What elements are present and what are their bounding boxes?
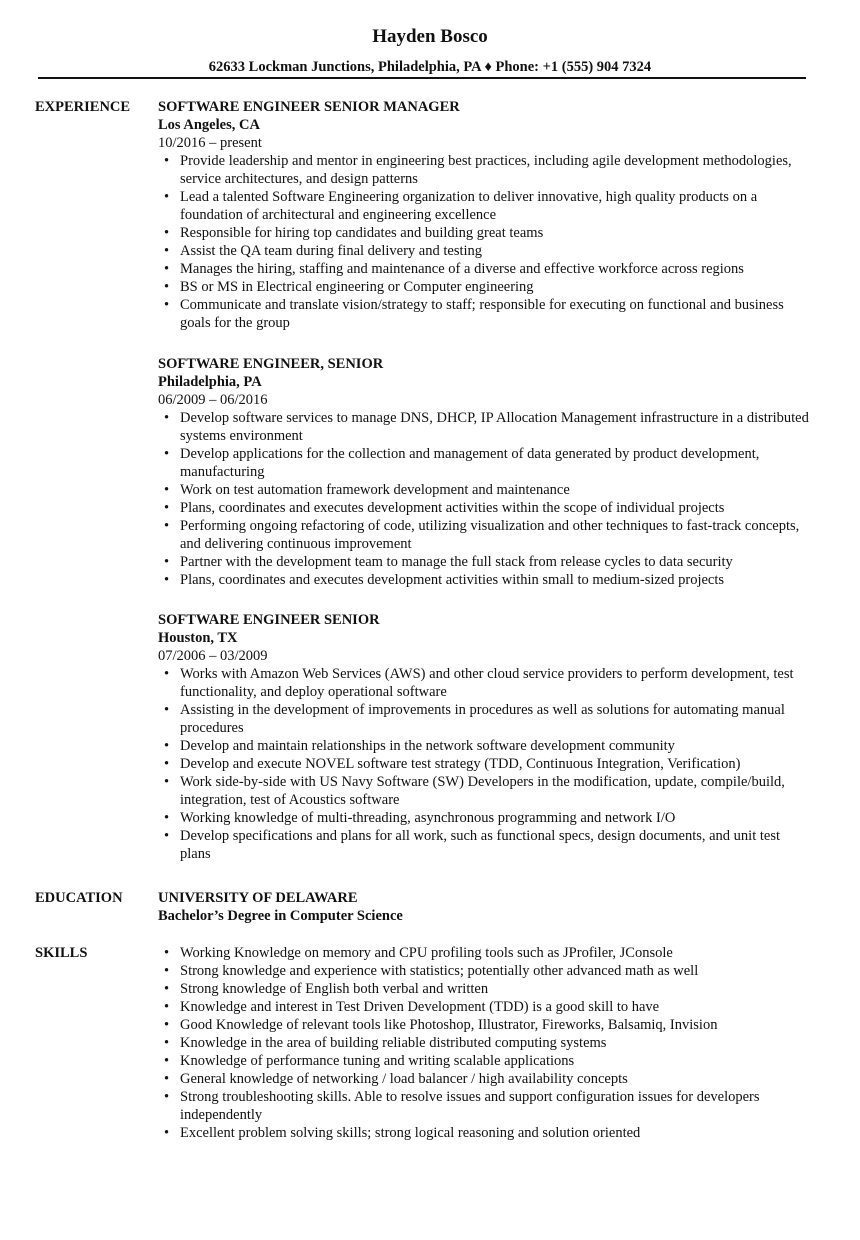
list-item: • Strong knowledge and experience with statistics; potentially other advanced math as well <box>158 962 813 980</box>
list-item: • Develop and maintain relationships in the network software development community <box>158 737 813 755</box>
list-item: • Working Knowledge on memory and CPU profiling tools such as JProfiler, JConsole <box>158 944 813 962</box>
degree: Bachelor’s Degree in Computer Science <box>158 908 403 924</box>
list-item: • Performing ongoing refactoring of code, utilizing visualization and other techniques to fast-track concepts, and delivering continuous improvement <box>158 517 813 553</box>
school-name: UNIVERSITY OF DELAWARE <box>158 890 358 906</box>
job-title: SOFTWARE ENGINEER SENIOR MANAGER <box>158 99 460 115</box>
list-item: • Good Knowledge of relevant tools like Photoshop, Illustrator, Fireworks, Balsamiq, Invision <box>158 1016 813 1034</box>
job-bullets <box>158 152 813 332</box>
job-location: Philadelphia, PA <box>158 374 262 390</box>
list-item: • Lead a talented Software Engineering organization to deliver innovative, high quality products on a foundation of architectural and engineering excellence <box>158 188 813 224</box>
list-item: • Plans, coordinates and executes development activities within small to medium-sized projects <box>158 571 813 589</box>
list-item: • Excellent problem solving skills; strong logical reasoning and solution oriented <box>158 1124 813 1142</box>
skills-list <box>158 944 813 1142</box>
list-item: • Knowledge of performance tuning and writing scalable applications <box>158 1052 813 1070</box>
list-item: • Provide leadership and mentor in engineering best practices, including agile development methodologies, service architectures, and design patterns <box>158 152 813 188</box>
job-2 <box>158 355 813 589</box>
header-divider <box>38 77 806 79</box>
contact-line: 62633 Lockman Junctions, Philadelphia, PA ♦ Phone: +1 (555) 904 7324 <box>208 59 652 75</box>
list-item: • Work on test automation framework development and maintenance <box>158 481 813 499</box>
list-item: • Develop and execute NOVEL software test strategy (TDD, Continuous Integration, Verification) <box>158 755 813 773</box>
candidate-name: Hayden Bosco <box>372 26 488 47</box>
job-bullets <box>158 665 813 863</box>
list-item: • Develop specifications and plans for all work, such as functional specs, design documents, and unit test plans <box>158 827 813 863</box>
list-item: • Develop applications for the collection and management of data generated by product development, manufacturing <box>158 445 813 481</box>
education-label: EDUCATION <box>35 890 123 906</box>
job-location: Houston, TX <box>158 630 238 646</box>
education-block <box>158 889 813 925</box>
list-item: • Responsible for hiring top candidates and building great teams <box>158 224 813 242</box>
job-3 <box>158 611 813 863</box>
job-dates: 10/2016 – present <box>158 135 262 151</box>
list-item: • General knowledge of networking / load balancer / high availability concepts <box>158 1070 813 1088</box>
list-item: • Partner with the development team to manage the full stack from release cycles to data security <box>158 553 813 571</box>
list-item: • Develop software services to manage DNS, DHCP, IP Allocation Management infrastructure in a distributed systems environment <box>158 409 813 445</box>
list-item: • Works with Amazon Web Services (AWS) and other cloud service providers to perform development, test functionality, and deploy operational software <box>158 665 813 701</box>
list-item: • Assisting in the development of improvements in procedures as well as solutions for automating manual procedures <box>158 701 813 737</box>
list-item: • Assist the QA team during final delivery and testing <box>158 242 813 260</box>
list-item: • Work side-by-side with US Navy Software (SW) Developers in the modification, update, compile/build, integration, test of Acoustics software <box>158 773 813 809</box>
experience-label: EXPERIENCE <box>35 99 131 115</box>
skills-label: SKILLS <box>35 945 88 961</box>
list-item: • Working knowledge of multi-threading, asynchronous programming and network I/O <box>158 809 813 827</box>
list-item: • Manages the hiring, staffing and maintenance of a diverse and effective workforce across regions <box>158 260 813 278</box>
list-item: • BS or MS in Electrical engineering or Computer engineering <box>158 278 813 296</box>
list-item: • Knowledge and interest in Test Driven Development (TDD) is a good skill to have <box>158 998 813 1016</box>
job-title: SOFTWARE ENGINEER, SENIOR <box>158 356 384 372</box>
list-item: • Strong troubleshooting skills. Able to resolve issues and support configuration issues for developers independently <box>158 1088 813 1124</box>
list-item: • Plans, coordinates and executes development activities within the scope of individual projects <box>158 499 813 517</box>
job-location: Los Angeles, CA <box>158 117 260 133</box>
job-1 <box>158 98 813 332</box>
job-title: SOFTWARE ENGINEER SENIOR <box>158 612 380 628</box>
list-item: • Knowledge in the area of building reliable distributed computing systems <box>158 1034 813 1052</box>
job-dates: 07/2006 – 03/2009 <box>158 648 268 664</box>
list-item: • Strong knowledge of English both verbal and written <box>158 980 813 998</box>
job-dates: 06/2009 – 06/2016 <box>158 392 268 408</box>
skills-block <box>158 944 813 1142</box>
list-item: • Communicate and translate vision/strategy to staff; responsible for executing on functional and business goals for the group <box>158 296 813 332</box>
job-bullets <box>158 409 813 589</box>
